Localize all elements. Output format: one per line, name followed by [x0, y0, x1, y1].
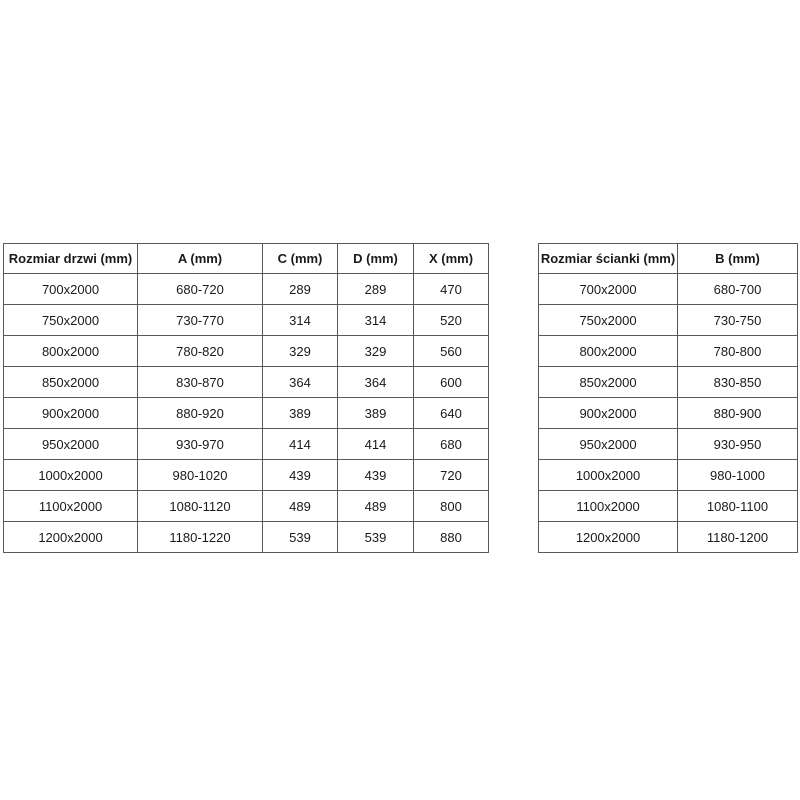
header-cell: B (mm): [678, 244, 798, 274]
table-cell: 1200x2000: [4, 522, 138, 553]
table-row: [4, 522, 489, 553]
table-cell: 700x2000: [539, 274, 678, 305]
table-cell: 289: [338, 274, 414, 305]
table-cell: 329: [338, 336, 414, 367]
table-cell: 314: [338, 305, 414, 336]
table-row: [539, 274, 798, 305]
table-cell: 1000x2000: [539, 460, 678, 491]
table-cell: 680-720: [138, 274, 263, 305]
table-cell: 1080-1120: [138, 491, 263, 522]
table-row: [539, 336, 798, 367]
table-cell: 850x2000: [539, 367, 678, 398]
table-row: [4, 429, 489, 460]
table-row: [539, 398, 798, 429]
table-cell: 930-950: [678, 429, 798, 460]
table-row: [539, 305, 798, 336]
table-cell: 850x2000: [4, 367, 138, 398]
table-row: [4, 305, 489, 336]
table-cell: 780-800: [678, 336, 798, 367]
header-cell: Rozmiar drzwi (mm): [4, 244, 138, 274]
header-cell: C (mm): [263, 244, 338, 274]
table-cell: 830-870: [138, 367, 263, 398]
table-cell: 289: [263, 274, 338, 305]
header-cell: X (mm): [414, 244, 489, 274]
table-cell: 439: [338, 460, 414, 491]
table-row: [4, 274, 489, 305]
table-cell: 800: [414, 491, 489, 522]
table-cell: 750x2000: [539, 305, 678, 336]
table-cell: 900x2000: [4, 398, 138, 429]
table-cell: 1200x2000: [539, 522, 678, 553]
table-cell: 980-1020: [138, 460, 263, 491]
table-cell: 364: [263, 367, 338, 398]
table-cell: 539: [338, 522, 414, 553]
table-row: [539, 429, 798, 460]
table-cell: 780-820: [138, 336, 263, 367]
table-cell: 389: [338, 398, 414, 429]
table-cell: 470: [414, 274, 489, 305]
table-row: [4, 398, 489, 429]
table-cell: 880: [414, 522, 489, 553]
table-row: [4, 460, 489, 491]
table-cell: 489: [263, 491, 338, 522]
table-cell: 750x2000: [4, 305, 138, 336]
table-cell: 730-770: [138, 305, 263, 336]
table-cell: 414: [338, 429, 414, 460]
header-cell: A (mm): [138, 244, 263, 274]
table-cell: 730-750: [678, 305, 798, 336]
table-cell: 1180-1220: [138, 522, 263, 553]
table-row: [539, 491, 798, 522]
table-cell: 930-970: [138, 429, 263, 460]
table-cell: 700x2000: [4, 274, 138, 305]
table-cell: 520: [414, 305, 489, 336]
table-row: [4, 491, 489, 522]
table-cell: 720: [414, 460, 489, 491]
table-cell: 830-850: [678, 367, 798, 398]
table-cell: 1180-1200: [678, 522, 798, 553]
header-cell: Rozmiar ścianki (mm): [539, 244, 678, 274]
table-cell: 1080-1100: [678, 491, 798, 522]
table-cell: 364: [338, 367, 414, 398]
header-cell: D (mm): [338, 244, 414, 274]
header-row: [4, 244, 489, 274]
table-cell: 414: [263, 429, 338, 460]
table-row: [4, 336, 489, 367]
table-cell: 640: [414, 398, 489, 429]
table-cell: 1100x2000: [4, 491, 138, 522]
table-cell: 489: [338, 491, 414, 522]
table-row: [539, 522, 798, 553]
table-cell: 560: [414, 336, 489, 367]
table-cell: 314: [263, 305, 338, 336]
table-cell: 389: [263, 398, 338, 429]
door-dimensions-table: [3, 243, 489, 553]
table-cell: 880-920: [138, 398, 263, 429]
table-row: [539, 460, 798, 491]
table-cell: 980-1000: [678, 460, 798, 491]
table-cell: 439: [263, 460, 338, 491]
table-cell: 539: [263, 522, 338, 553]
wall-dimensions-table: [538, 243, 798, 553]
table-cell: 329: [263, 336, 338, 367]
table-cell: 950x2000: [539, 429, 678, 460]
table-cell: 680: [414, 429, 489, 460]
table-cell: 800x2000: [539, 336, 678, 367]
table-cell: 950x2000: [4, 429, 138, 460]
table-cell: 800x2000: [4, 336, 138, 367]
table-row: [4, 367, 489, 398]
table-cell: 600: [414, 367, 489, 398]
table-cell: 900x2000: [539, 398, 678, 429]
table-cell: 1000x2000: [4, 460, 138, 491]
header-row: [539, 244, 798, 274]
table-cell: 1100x2000: [539, 491, 678, 522]
table-cell: 880-900: [678, 398, 798, 429]
table-cell: 680-700: [678, 274, 798, 305]
table-row: [539, 367, 798, 398]
